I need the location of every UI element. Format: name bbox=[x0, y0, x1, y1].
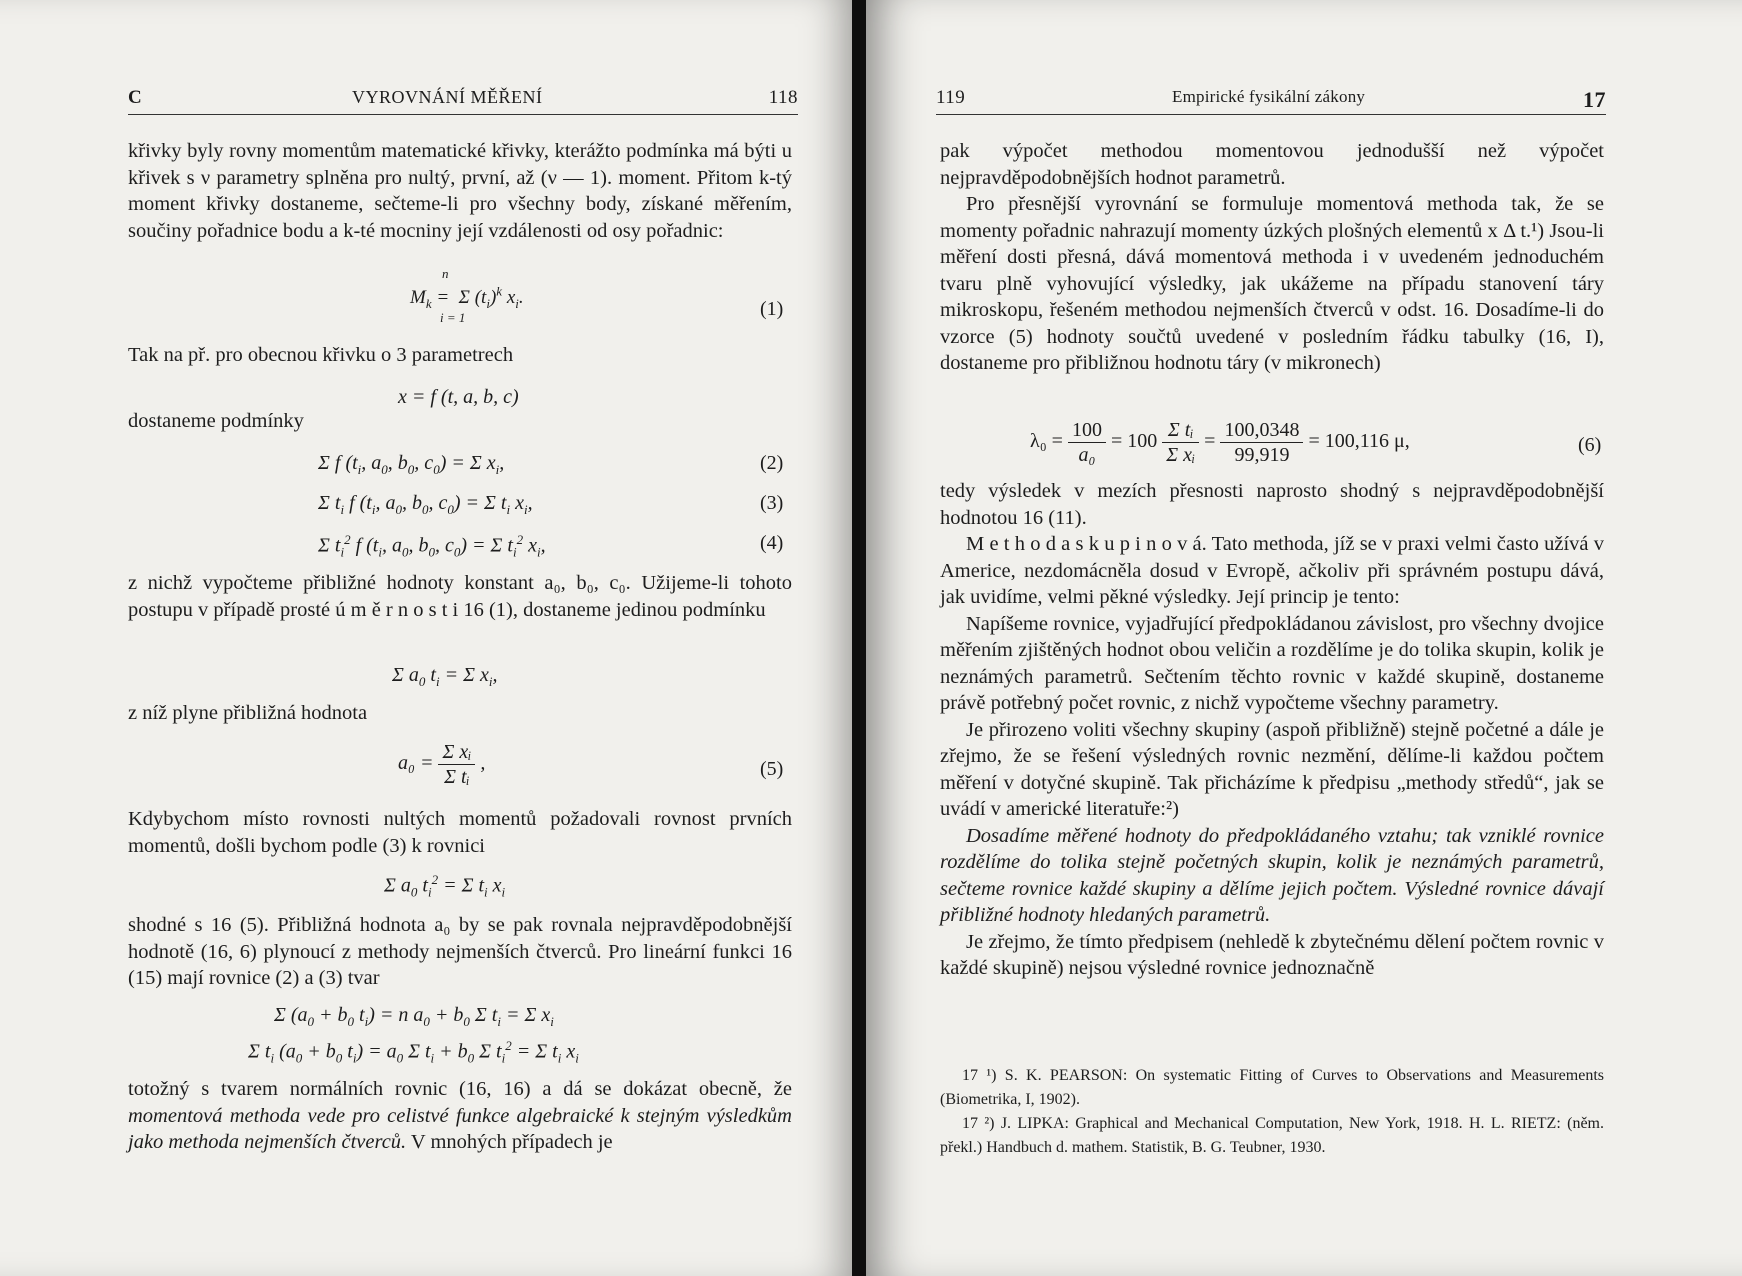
equation-sum: Σ $a_0$ $t_i = \Sigma$ $x_i$, bbox=[392, 664, 498, 689]
equation-5: a₀ = $\frac{\text{Σ xᵢ}}{\text{Σ tᵢ}}$ , bbox=[398, 741, 486, 788]
paragraph: shodné s 16 (5). Přibližná hodnota a₀ by se pak rovnala nejpravděpodobnější hodnotě (16, 6) plynoucí z methody nejmenších čtverců. Pro lineární funkci 16 (15) mají rovnice (2) a (3) tvar bbox=[128, 914, 792, 989]
paragraph: křivky byly rovny momentům matematické křivky, kterážto podmínka má býti u křivek s ν parametry splněna pro nultý, první, až (ν — 1). moment. Přitom k-tý moment křivky dostaneme, sečteme-li pro všechny body, získané měřením, součiny pořadnice bodu a k-té mocniny její vzdálenosti od osy pořadnic: bbox=[128, 140, 792, 242]
paragraph: Kdybychom místo rovnosti nultých momentů požadovali rovnost prvních momentů, došli bychom podle (3) k rovnici bbox=[128, 808, 792, 857]
footnotes bbox=[940, 1064, 1604, 1160]
left-page-header bbox=[128, 84, 798, 115]
equation-linear-2: Σ $t_i$ ($a_0 + b_0$ $t_i) = a_0$ Σ $t_i + b_0$ Σ $t_i^2 = \Sigma$ $t_i$ $x_i$ bbox=[248, 1038, 579, 1066]
equation-f: x = f (t, a, b, c) bbox=[398, 386, 519, 408]
right-page bbox=[866, 0, 1742, 1276]
equation-number: (4) bbox=[760, 532, 784, 554]
chapter-letter: C bbox=[128, 87, 143, 108]
book-gutter bbox=[852, 0, 866, 1276]
paragraph: z nichž vypočteme přibližné hodnoty konstant a₀, b₀, c₀. Užijeme-li tohoto postupu v případě prosté ú m ě r n o s t i 16 (1), dostaneme jedinou podmínku bbox=[128, 572, 792, 621]
paragraph: tedy výsledek v mezích přesnosti naprosto shodný s nejpravděpodobnější hodnotou 16 (11). M e t h o d a s k u p i n o v á. Tato methoda, jíž se v praxi velmi často užívá v Americe, nezdomácněla dosud v Evropě, ačkoliv při správném postupu dává, jak uvidíme, velmi pěkné výsledky. Její princip je tento: Napíšeme rovnice, vyjadřující předpokládanou závislost, pro všechny dvojice měřením zjištěných hodnot obou veličin a rozdělíme je do tolika skupin, kolik je neznámých parametrů. Sečtením těchto rovnic v každé skupině, dostaneme právě potřebný počet rovnic, z nichž vypočteme všechny parametry. Je přirozeno voliti všechny skupiny (aspoň přibližně) stejně početné a dále je zřejmo, že se řešení výsledných rovnic nezmění, dělíme-li každou počtem měření v dotyčné skupině. Tak přicházíme k předpisu „methody středů“, jak se uvádí v americké literatuře:²) Dosadíme měřené hodnoty do předpokládaného vztahu; tak vzniklé rovnice rozdělíme do tolika stejně početných skupin, kolik je neznámých parametrů, sečteme rovnice každé skupiny a dělíme jejich počtem. Výsledné rovnice dávají přibližné hodnoty hledaných parametrů. Je zřejmo, že tímto předpisem (nehledě k zbytečnému dělení počtem rovnic v každé skupině) nejsou výsledné rovnice jednoznačně bbox=[940, 480, 1604, 979]
text-line: dostaneme podmínky bbox=[128, 410, 304, 432]
page-number: 119 bbox=[936, 87, 966, 108]
equation-2: Σ f ($t_i$, $a_0$, $b_0$, $c_0) = \Sigma$ $x_i$, bbox=[318, 452, 505, 477]
equation-6: λ₀ = $\frac{100}{\text{a₀}}$ = 100 $\frac{\text{Σ tᵢ}}{\text{Σ xᵢ}}$ = $\frac{100,0348}{99,919}$ = 100,116 μ, bbox=[1030, 419, 1410, 466]
equation-number: (6) bbox=[1578, 434, 1602, 456]
text-line: Tak na př. pro obecnou křivku o 3 parametrech bbox=[128, 344, 514, 366]
footnote-1: 17 ¹) S. K. PEARSON: On systematic Fitting of Curves to Observations and Measurements (Biometrika, I, 1902). bbox=[940, 1067, 1604, 1108]
right-page-header bbox=[936, 84, 1606, 115]
page-number: 118 bbox=[768, 87, 798, 108]
section-number: 17 bbox=[1583, 87, 1606, 112]
running-title: Empirické fysikální zákony bbox=[1172, 87, 1366, 106]
equation-4: Σ $t_i^2$ f ($t_i$, $a_0$, $b_0$, $c_0) = \Sigma$ $t_i^2$ $x_i$, bbox=[318, 532, 546, 560]
paragraph: totožný s tvarem normálních rovnic (16, 16) a dá se dokázat obecně, že momentová methoda vede pro celistvé funkce algebraické k stejným výsledkům jako methoda nejmenších čtverců. V mnohých případech je bbox=[128, 1078, 792, 1153]
equation-number: (1) bbox=[760, 298, 784, 320]
equation-3: Σ $t_i$ f ($t_i$, $a_0$, $b_0$, $c_0) = \Sigma$ $t_i$ $x_i$, bbox=[318, 492, 533, 517]
equation-1: n $M_k = \Sigma$ $(t_i)^k$ $x_i$. i = 1 bbox=[410, 266, 524, 325]
running-title: VYROVNÁNÍ MĚŘENÍ bbox=[352, 87, 543, 107]
equation-linear-1: Σ ($a_0 + b_0$ $t_i) = n$ $a_0 + b_0$ Σ $t_i = \Sigma$ $x_i$ bbox=[274, 1004, 554, 1029]
equation-number: (2) bbox=[760, 452, 784, 474]
equation-number: (5) bbox=[760, 758, 784, 780]
left-page bbox=[0, 0, 852, 1276]
text-line: z níž plyne přibližná hodnota bbox=[128, 702, 368, 724]
paragraph: pak výpočet methodou momentovou jednodušší než výpočet nejpravděpodobnějších hodnot parametrů. Pro přesnější vyrovnání se formuluje momentová methoda tak, že se momenty pořadnic nahrazují momenty úzkých plošných elementů x Δ t.¹) Jsou-li měření dosti přesná, dává momentová methoda i v uvedeném jednoduchém tvaru plně vyhovující výsledky, jak ukážeme na případu stanovení táry mikroskopu, řešeném methodou nejmenších čtverců v odst. 16. Dosadíme-li do vzorce (5) hodnoty součtů uvedené v posledním řádku tabulky (16, I), dostaneme pro přibližnou hodnotu táry (v mikronech) bbox=[940, 140, 1604, 374]
footnote-2: 17 ²) J. LIPKA: Graphical and Mechanical Computation, New York, 1918. H. L. RIETZ: (něm. překl.) Handbuch d. mathem. Statistik, B. G. Teubner, 1930. bbox=[940, 1115, 1604, 1156]
equation-squared: Σ $a_0$ $t_i^2 = \Sigma$ $t_i$ $x_i$ bbox=[384, 872, 506, 900]
equation-number: (3) bbox=[760, 492, 784, 514]
